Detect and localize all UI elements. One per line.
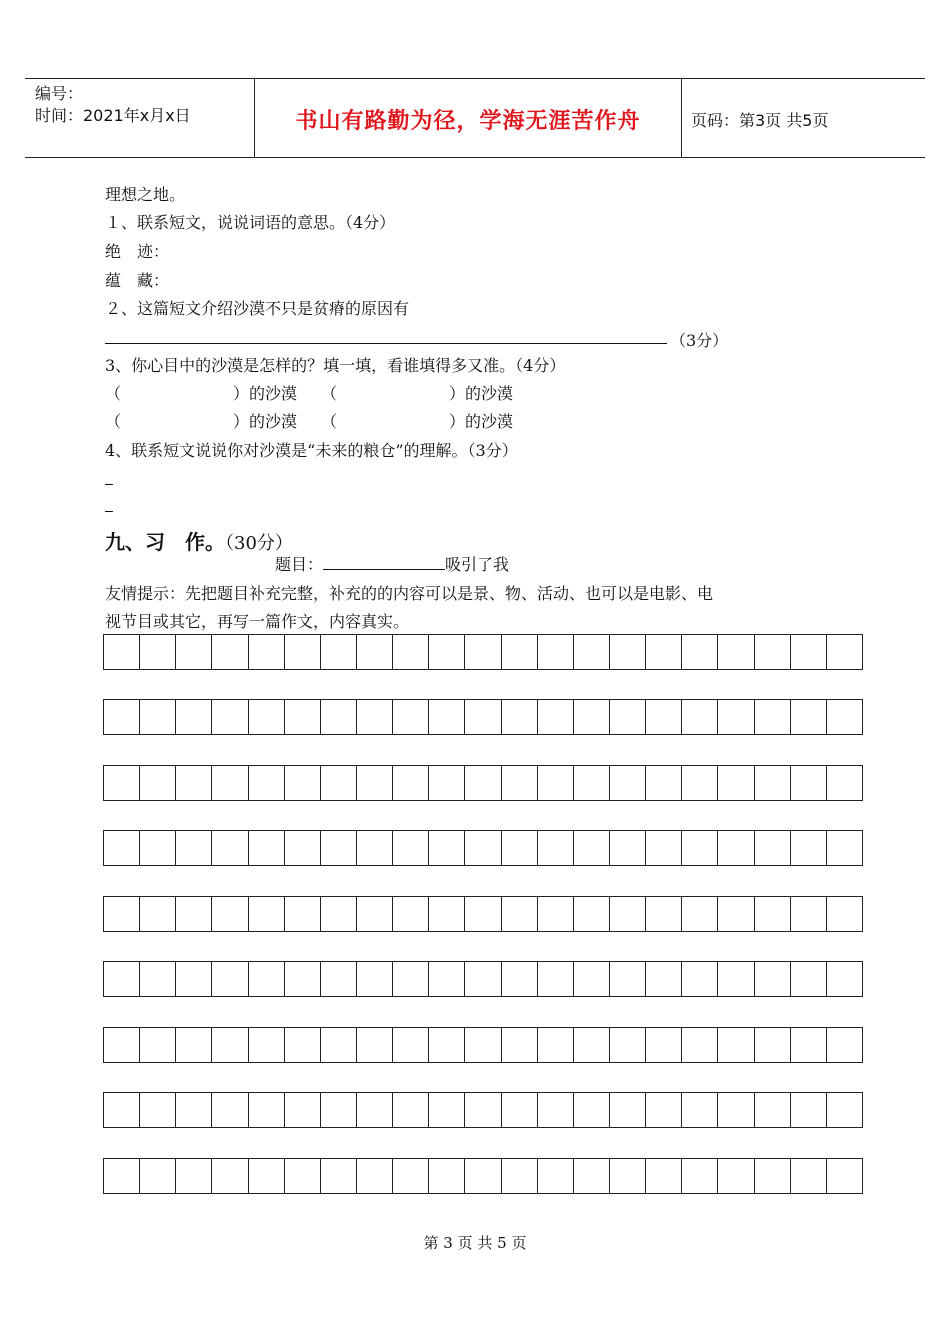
writing-grid-cell[interactable] xyxy=(104,1028,140,1062)
writing-grid-cell[interactable] xyxy=(393,1159,429,1193)
writing-grid-cell[interactable] xyxy=(502,831,538,865)
motto: 书山有路勤为径，学海无涯苦作舟 xyxy=(295,109,641,134)
writing-grid-cell[interactable] xyxy=(827,1093,862,1127)
writing-grid-cell[interactable] xyxy=(285,1159,321,1193)
writing-grid-cell[interactable] xyxy=(682,962,718,996)
writing-grid-cell[interactable] xyxy=(610,897,646,931)
writing-grid-cell[interactable] xyxy=(104,700,140,734)
writing-grid-cell[interactable] xyxy=(538,831,574,865)
writing-grid-cell[interactable] xyxy=(429,635,465,669)
writing-grid-cell[interactable] xyxy=(140,831,176,865)
writing-grid-cell[interactable] xyxy=(646,897,682,931)
writing-grid-cell[interactable] xyxy=(212,635,248,669)
writing-grid-cell[interactable] xyxy=(682,766,718,800)
writing-grid-cell[interactable] xyxy=(104,962,140,996)
writing-grid-cell[interactable] xyxy=(718,1093,754,1127)
header-motto-cell xyxy=(254,79,682,157)
writing-grid-cell[interactable] xyxy=(393,700,429,734)
writing-grid-cell[interactable] xyxy=(718,831,754,865)
writing-grid-cell[interactable] xyxy=(321,1093,357,1127)
writing-grid-cell[interactable] xyxy=(574,831,610,865)
writing-grid-cell[interactable] xyxy=(574,1159,610,1193)
writing-grid-cell[interactable] xyxy=(249,1093,285,1127)
writing-grid-cell[interactable] xyxy=(212,962,248,996)
writing-grid-cell[interactable] xyxy=(755,831,791,865)
writing-grid-cell[interactable] xyxy=(465,635,501,669)
writing-grid-cell[interactable] xyxy=(321,700,357,734)
section-9-title xyxy=(105,526,293,555)
writing-grid-cell[interactable] xyxy=(646,1093,682,1127)
section-9-heading: 九、习 作。 xyxy=(105,530,225,554)
writing-grid-cell[interactable] xyxy=(465,1093,501,1127)
writing-grid-cell[interactable] xyxy=(827,1159,862,1193)
section-9-points: （30分） xyxy=(225,533,293,554)
writing-grid-cell[interactable] xyxy=(465,897,501,931)
writing-grid-cell[interactable] xyxy=(610,1093,646,1127)
writing-grid-cell[interactable] xyxy=(321,897,357,931)
writing-grid-cell[interactable] xyxy=(827,635,862,669)
writing-grid-cell[interactable] xyxy=(682,831,718,865)
writing-grid-cell[interactable] xyxy=(393,1093,429,1127)
writing-grid-cell[interactable] xyxy=(791,635,827,669)
writing-grid-cell[interactable] xyxy=(502,962,538,996)
writing-grid-cell[interactable] xyxy=(357,1159,393,1193)
writing-grid-row[interactable] xyxy=(103,634,863,670)
writing-grid-cell[interactable] xyxy=(502,635,538,669)
writing-grid-cell[interactable] xyxy=(393,766,429,800)
writing-grid-cell[interactable] xyxy=(574,635,610,669)
writing-grid-cell[interactable] xyxy=(538,700,574,734)
writing-grid-cell[interactable] xyxy=(212,700,248,734)
writing-grid-cell[interactable] xyxy=(791,831,827,865)
writing-grid-cell[interactable] xyxy=(212,1093,248,1127)
writing-grid-cell[interactable] xyxy=(791,700,827,734)
writing-grid-cell[interactable] xyxy=(285,766,321,800)
writing-grid-cell[interactable] xyxy=(827,1028,862,1062)
writing-grid-row[interactable] xyxy=(103,961,863,997)
writing-grid-cell[interactable] xyxy=(393,635,429,669)
writing-grid-cell[interactable] xyxy=(212,1028,248,1062)
writing-grid-cell[interactable] xyxy=(429,766,465,800)
question-1: １、联系短文，说说词语的意思。（4分） xyxy=(105,213,396,232)
writing-grid-cell[interactable] xyxy=(104,766,140,800)
writing-grid-cell[interactable] xyxy=(176,1093,212,1127)
writing-grid-cell[interactable] xyxy=(212,1159,248,1193)
writing-grid-cell[interactable] xyxy=(321,1028,357,1062)
topic-line xyxy=(275,555,509,575)
writing-grid-cell[interactable] xyxy=(538,1093,574,1127)
writing-grid-cell[interactable] xyxy=(465,1159,501,1193)
writing-grid-cell[interactable] xyxy=(827,766,862,800)
writing-grid-cell[interactable] xyxy=(610,831,646,865)
writing-grid-cell[interactable] xyxy=(393,831,429,865)
writing-grid-cell[interactable] xyxy=(682,1159,718,1193)
writing-grid-cell[interactable] xyxy=(502,766,538,800)
writing-grid-cell[interactable] xyxy=(429,1159,465,1193)
writing-grid-cell[interactable] xyxy=(321,1159,357,1193)
writing-grid-cell[interactable] xyxy=(538,897,574,931)
writing-grid-cell[interactable] xyxy=(718,1159,754,1193)
writing-grid-cell[interactable] xyxy=(321,962,357,996)
writing-grid-cell[interactable] xyxy=(249,635,285,669)
writing-grid-cell[interactable] xyxy=(465,766,501,800)
writing-grid-cell[interactable] xyxy=(176,766,212,800)
writing-grid-cell[interactable] xyxy=(249,897,285,931)
question-3-row-2: （ ）的沙漠 （ ）的沙漠 xyxy=(105,412,514,431)
writing-grid-cell[interactable] xyxy=(140,897,176,931)
writing-grid-cell[interactable] xyxy=(321,635,357,669)
hint-line-1: 友情提示：先把题目补充完整，补充的的内容可以是景、物、活动、也可以是电影、电 xyxy=(105,584,714,603)
writing-grid-cell[interactable] xyxy=(682,897,718,931)
writing-grid-cell[interactable] xyxy=(140,766,176,800)
writing-grid-cell[interactable] xyxy=(827,897,862,931)
topic-prefix: 题目： xyxy=(275,555,324,574)
writing-grid-cell[interactable] xyxy=(104,1159,140,1193)
writing-grid-cell[interactable] xyxy=(357,766,393,800)
writing-grid-cell[interactable] xyxy=(610,1028,646,1062)
writing-grid-cell[interactable] xyxy=(321,766,357,800)
writing-grid-row[interactable] xyxy=(103,896,863,932)
writing-grid-cell[interactable] xyxy=(393,962,429,996)
writing-grid-cell[interactable] xyxy=(212,831,248,865)
writing-grid-cell[interactable] xyxy=(574,700,610,734)
writing-grid-cell[interactable] xyxy=(357,831,393,865)
writing-grid-cell[interactable] xyxy=(321,831,357,865)
writing-grid-cell[interactable] xyxy=(646,831,682,865)
question-1-term-a: 绝 迹： xyxy=(105,242,170,261)
writing-grid-cell[interactable] xyxy=(285,1028,321,1062)
hint-line-2: 视节目或其它，再写一篇作文，内容真实。 xyxy=(105,612,410,631)
writing-grid-cell[interactable] xyxy=(176,831,212,865)
writing-grid-cell[interactable] xyxy=(285,1093,321,1127)
writing-grid-row[interactable] xyxy=(103,1092,863,1128)
writing-grid-cell[interactable] xyxy=(357,962,393,996)
writing-grid-cell[interactable] xyxy=(429,700,465,734)
writing-grid-cell[interactable] xyxy=(682,1028,718,1062)
writing-grid-cell[interactable] xyxy=(718,1028,754,1062)
answer-dash-2[interactable] xyxy=(105,511,113,512)
answer-dash-1[interactable] xyxy=(105,484,113,485)
writing-grid-cell[interactable] xyxy=(682,1093,718,1127)
writing-grid-cell[interactable] xyxy=(249,700,285,734)
writing-grid-cell[interactable] xyxy=(249,962,285,996)
writing-grid-row[interactable] xyxy=(103,1027,863,1063)
writing-grid-cell[interactable] xyxy=(465,962,501,996)
writing-grid-cell[interactable] xyxy=(357,1028,393,1062)
header-left-cell xyxy=(25,79,254,157)
question-2-score: （3分） xyxy=(670,331,729,350)
header-right-cell xyxy=(682,79,925,157)
writing-grid-cell[interactable] xyxy=(538,1028,574,1062)
writing-grid-cell[interactable] xyxy=(502,1028,538,1062)
writing-grid-cell[interactable] xyxy=(646,1159,682,1193)
writing-grid-cell[interactable] xyxy=(176,962,212,996)
writing-grid-cell[interactable] xyxy=(285,897,321,931)
writing-grid-cell[interactable] xyxy=(502,897,538,931)
writing-grid-cell[interactable] xyxy=(791,897,827,931)
writing-grid-cell[interactable] xyxy=(646,962,682,996)
writing-grid-cell[interactable] xyxy=(755,766,791,800)
writing-grid-cell[interactable] xyxy=(249,831,285,865)
writing-grid-cell[interactable] xyxy=(574,897,610,931)
writing-grid-cell[interactable] xyxy=(104,1093,140,1127)
writing-grid-cell[interactable] xyxy=(755,1028,791,1062)
writing-grid-cell[interactable] xyxy=(718,635,754,669)
writing-grid-cell[interactable] xyxy=(140,635,176,669)
writing-grid-cell[interactable] xyxy=(429,831,465,865)
question-4: 4、联系短文说说你对沙漠是“未来的粮仓”的理解。（3分） xyxy=(105,441,518,460)
intro-line: 理想之地。 xyxy=(105,185,186,204)
number-label: 编号： xyxy=(35,84,84,103)
writing-grid-cell[interactable] xyxy=(827,831,862,865)
writing-grid-cell[interactable] xyxy=(827,700,862,734)
writing-grid-cell[interactable] xyxy=(538,962,574,996)
writing-grid-row[interactable] xyxy=(103,1158,863,1194)
writing-grid-cell[interactable] xyxy=(429,962,465,996)
writing-grid-cell[interactable] xyxy=(429,1093,465,1127)
question-3-row-1: （ ）的沙漠 （ ）的沙漠 xyxy=(105,384,514,403)
writing-grid-cell[interactable] xyxy=(574,1093,610,1127)
writing-grid-cell[interactable] xyxy=(610,962,646,996)
writing-grid-cell[interactable] xyxy=(140,962,176,996)
writing-grid-cell[interactable] xyxy=(791,1028,827,1062)
writing-grid-cell[interactable] xyxy=(574,1028,610,1062)
writing-grid-cell[interactable] xyxy=(104,831,140,865)
writing-grid-cell[interactable] xyxy=(393,897,429,931)
writing-grid-cell[interactable] xyxy=(176,1028,212,1062)
writing-grid-cell[interactable] xyxy=(682,635,718,669)
writing-grid-cell[interactable] xyxy=(682,700,718,734)
writing-grid-cell[interactable] xyxy=(610,766,646,800)
writing-grid-cell[interactable] xyxy=(176,1159,212,1193)
writing-grid-cell[interactable] xyxy=(285,962,321,996)
writing-grid-cell[interactable] xyxy=(285,700,321,734)
writing-grid-cell[interactable] xyxy=(791,962,827,996)
writing-grid-cell[interactable] xyxy=(357,635,393,669)
writing-grid-cell[interactable] xyxy=(574,962,610,996)
writing-grid-cell[interactable] xyxy=(646,635,682,669)
writing-grid-cell[interactable] xyxy=(827,962,862,996)
writing-grid-row[interactable] xyxy=(103,765,863,801)
writing-grid-cell[interactable] xyxy=(140,700,176,734)
writing-grid-cell[interactable] xyxy=(646,700,682,734)
writing-grid-cell[interactable] xyxy=(791,1159,827,1193)
writing-grid-cell[interactable] xyxy=(755,1093,791,1127)
topic-suffix: 吸引了我 xyxy=(445,555,510,574)
writing-grid-cell[interactable] xyxy=(176,635,212,669)
writing-grid-cell[interactable] xyxy=(249,1159,285,1193)
writing-grid-cell[interactable] xyxy=(285,635,321,669)
writing-grid-cell[interactable] xyxy=(718,700,754,734)
page-header xyxy=(25,78,925,158)
writing-grid-cell[interactable] xyxy=(574,766,610,800)
question-2: ２、这篇短文介绍沙漠不只是贫瘠的原因有 xyxy=(105,299,410,318)
writing-grid-cell[interactable] xyxy=(538,1159,574,1193)
writing-grid-cell[interactable] xyxy=(502,1093,538,1127)
writing-grid-cell[interactable] xyxy=(755,700,791,734)
writing-grid-cell[interactable] xyxy=(285,831,321,865)
writing-grid-cell[interactable] xyxy=(104,897,140,931)
writing-grid-cell[interactable] xyxy=(357,1093,393,1127)
writing-grid-cell[interactable] xyxy=(212,897,248,931)
writing-grid-cell[interactable] xyxy=(755,635,791,669)
page-footer: 第 3 页 共 5 页 xyxy=(423,1234,527,1252)
topic-blank[interactable] xyxy=(323,555,445,570)
writing-grid-cell[interactable] xyxy=(429,1028,465,1062)
writing-grid-cell[interactable] xyxy=(465,1028,501,1062)
writing-grid-cell[interactable] xyxy=(755,897,791,931)
writing-grid-row[interactable] xyxy=(103,830,863,866)
writing-grid-cell[interactable] xyxy=(104,635,140,669)
answer-blank-line[interactable] xyxy=(105,343,667,344)
writing-grid-cell[interactable] xyxy=(429,897,465,931)
writing-grid-cell[interactable] xyxy=(791,1093,827,1127)
writing-grid-cell[interactable] xyxy=(249,1028,285,1062)
question-3: 3、你心目中的沙漠是怎样的？填一填，看谁填得多又准。（4分） xyxy=(105,356,566,375)
writing-grid-cell[interactable] xyxy=(140,1093,176,1127)
writing-grid-cell[interactable] xyxy=(393,1028,429,1062)
writing-grid-cell[interactable] xyxy=(249,766,285,800)
page-info: 页码：第3页 共5页 xyxy=(691,111,829,130)
writing-grid-cell[interactable] xyxy=(718,962,754,996)
writing-grid-cell[interactable] xyxy=(610,1159,646,1193)
writing-grid-cell[interactable] xyxy=(791,766,827,800)
writing-grid-cell[interactable] xyxy=(646,766,682,800)
writing-grid-cell[interactable] xyxy=(357,700,393,734)
writing-grid-cell[interactable] xyxy=(176,897,212,931)
writing-grid-cell[interactable] xyxy=(538,766,574,800)
writing-grid-cell[interactable] xyxy=(755,1159,791,1193)
writing-grid-cell[interactable] xyxy=(610,635,646,669)
writing-grid-cell[interactable] xyxy=(718,766,754,800)
writing-grid-cell[interactable] xyxy=(538,635,574,669)
writing-grid-cell[interactable] xyxy=(646,1028,682,1062)
writing-grid-cell[interactable] xyxy=(176,700,212,734)
writing-grid-cell[interactable] xyxy=(140,1159,176,1193)
writing-grid-cell[interactable] xyxy=(502,700,538,734)
writing-grid-cell[interactable] xyxy=(718,897,754,931)
writing-grid-cell[interactable] xyxy=(502,1159,538,1193)
writing-grid-cell[interactable] xyxy=(465,831,501,865)
writing-grid-row[interactable] xyxy=(103,699,863,735)
writing-grid-cell[interactable] xyxy=(212,766,248,800)
writing-grid-cell[interactable] xyxy=(755,962,791,996)
writing-grid-cell[interactable] xyxy=(140,1028,176,1062)
time-label: 时间：2021年x月x日 xyxy=(35,106,191,125)
writing-grid-cell[interactable] xyxy=(357,897,393,931)
question-1-term-b: 蕴 藏： xyxy=(105,271,170,290)
writing-grid-cell[interactable] xyxy=(465,700,501,734)
writing-grid-cell[interactable] xyxy=(610,700,646,734)
